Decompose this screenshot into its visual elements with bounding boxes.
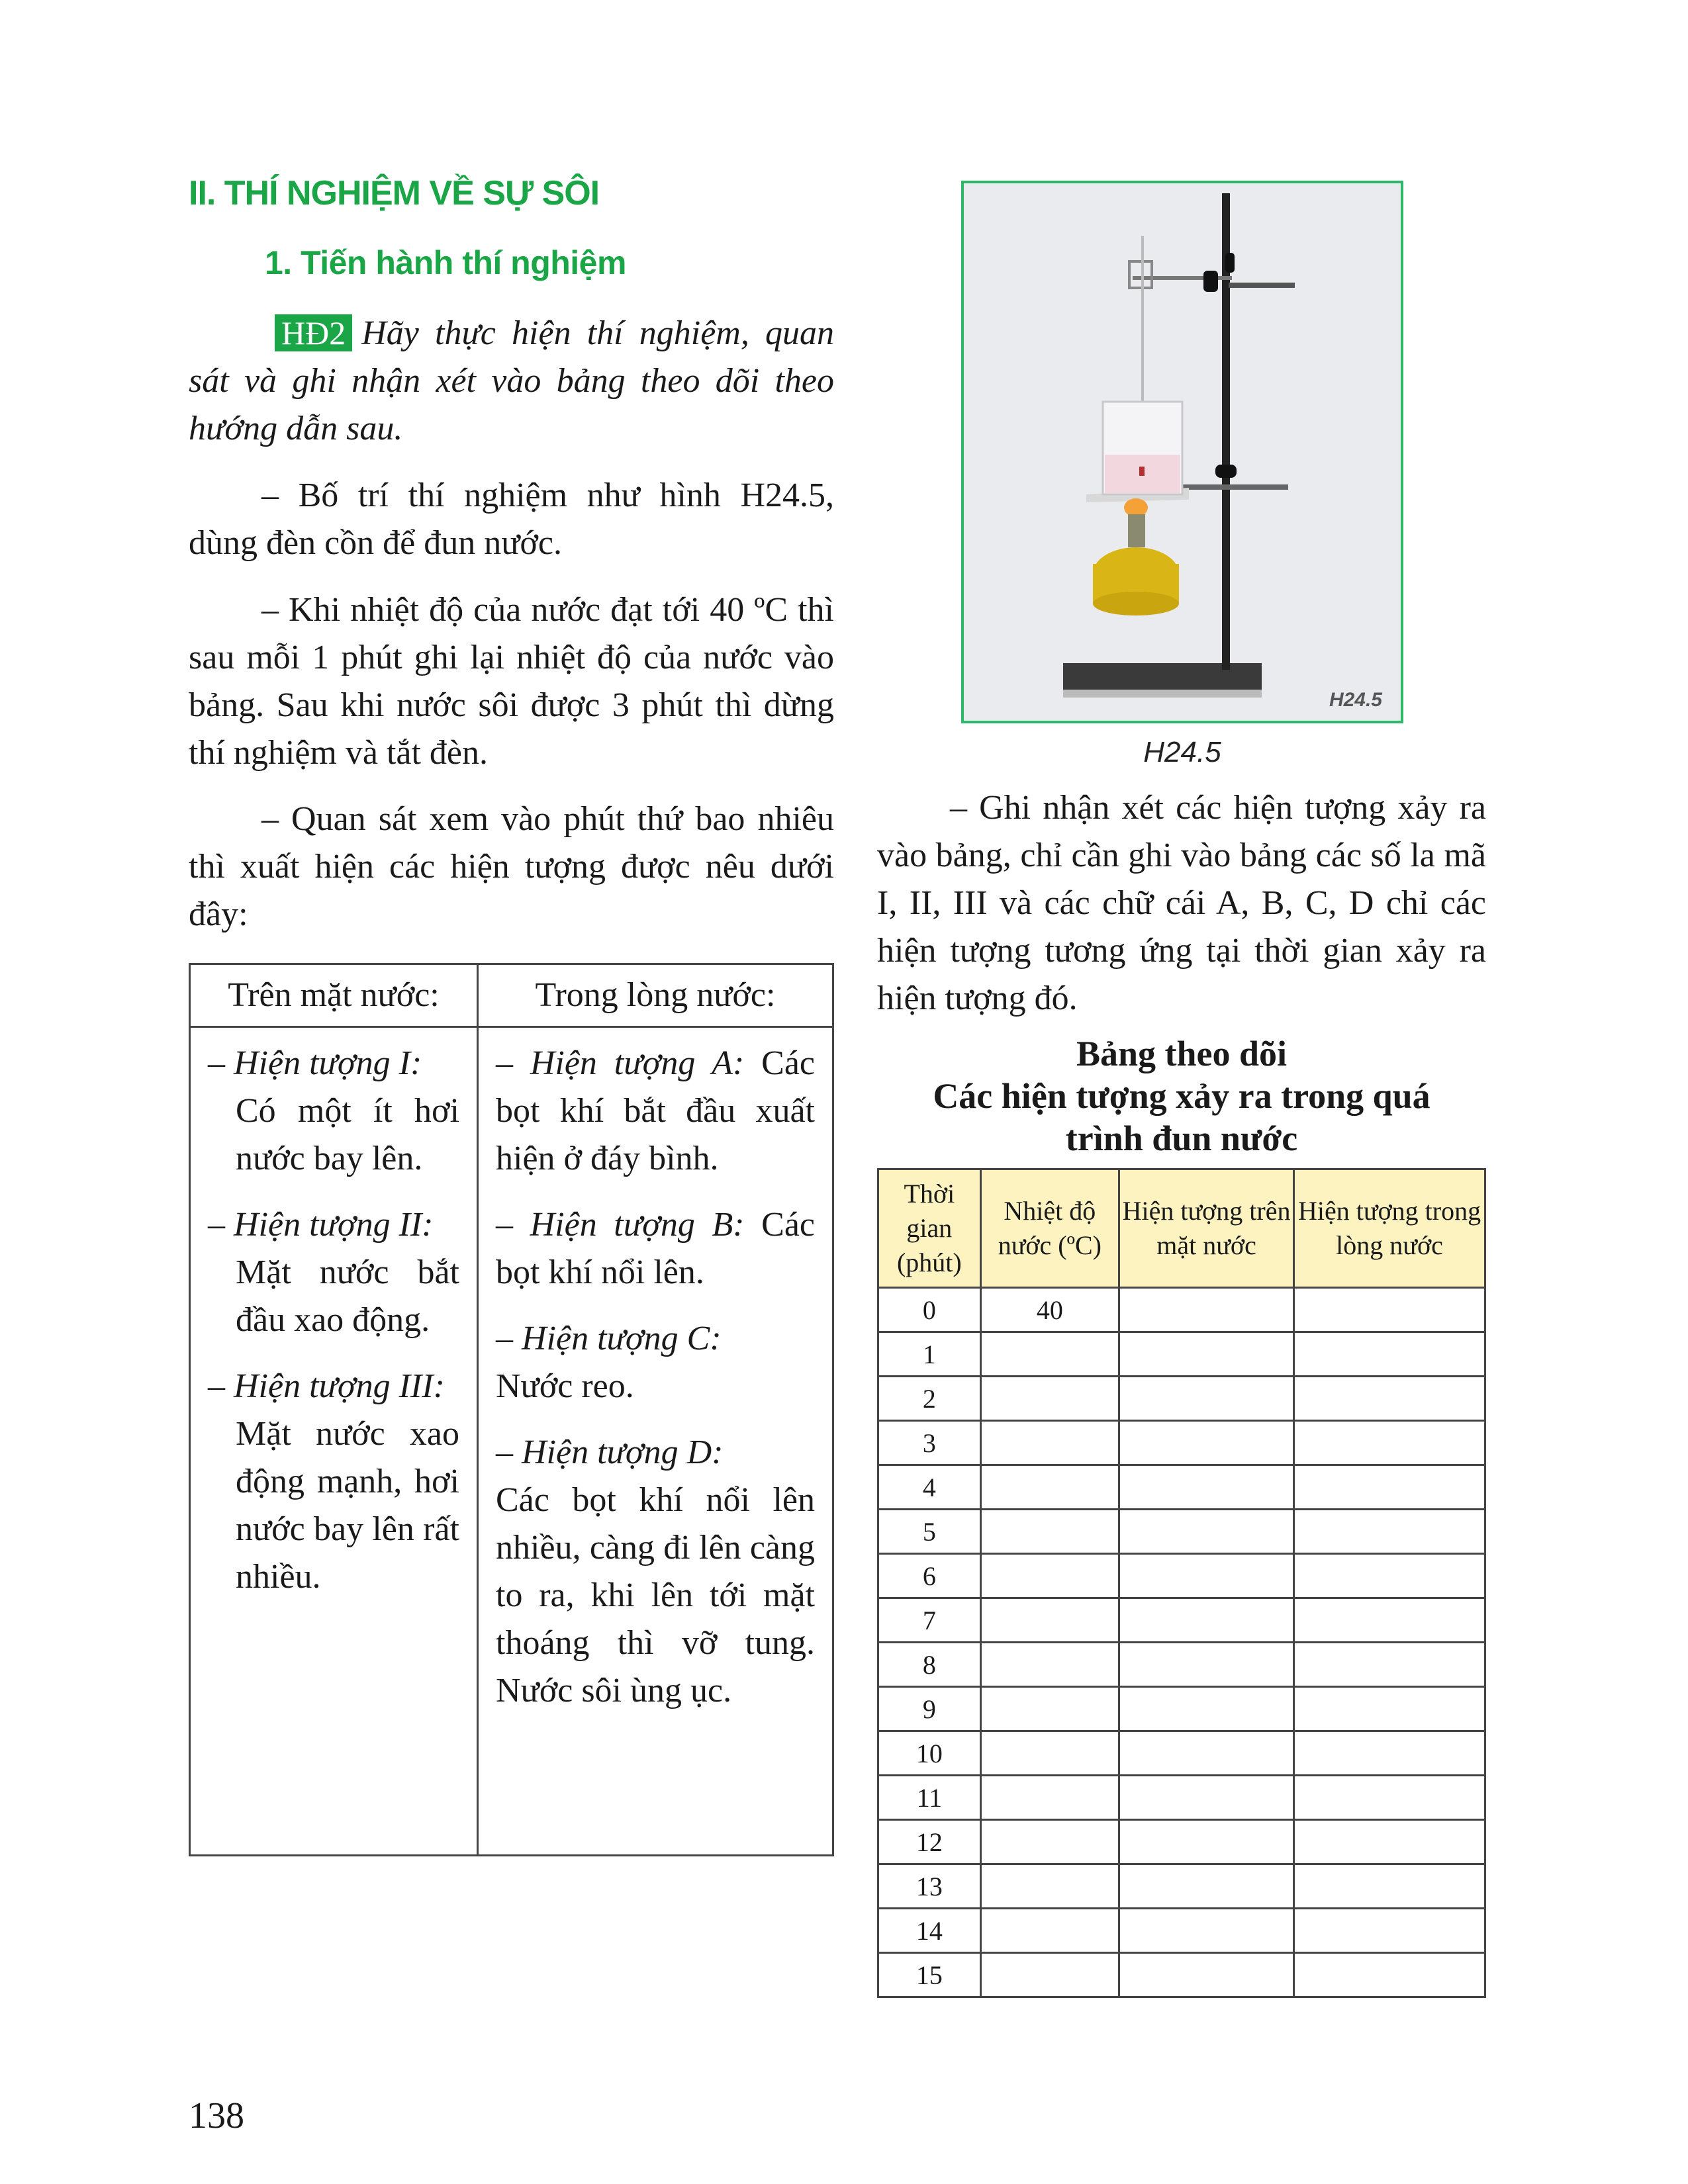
temperature-cell[interactable] [980,1953,1119,1997]
time-cell: 15 [878,1953,981,1997]
surface-cell[interactable] [1119,1731,1294,1776]
table-row [878,1377,1485,1421]
temperature-cell[interactable] [980,1332,1119,1377]
phenomenon-item: – Hiện tượng I: Có một ít hơi nước bay lên. [208,1044,459,1177]
table-row [878,1332,1485,1377]
table-row [878,1953,1485,1997]
step-paragraph: – Ghi nhận xét các hiện tượng xảy ra vào bảng, chỉ cần ghi vào bảng các số la mã I, II, III và các chữ cái A, B, C, D chỉ các hiện tượng tương ứng tại thời gian xảy ra hiện tượng đó. [877,789,1486,1017]
table-row [878,1909,1485,1953]
temperature-cell[interactable] [980,1820,1119,1864]
phenomenon-item: – Hiện tượng B: Các bọt khí nổi lên. [496,1206,815,1291]
surface-cell[interactable] [1119,1687,1294,1731]
time-cell: 11 [878,1776,981,1820]
phenomenon-item: – Hiện tượng II: Mặt nước bắt đầu xao động. [208,1206,459,1339]
figure-caption: H24.5 [1143,736,1221,768]
time-cell: 12 [878,1820,981,1864]
inside-cell[interactable] [1294,1421,1485,1465]
time-cell: 6 [878,1554,981,1598]
surface-column [191,965,479,1854]
temperature-cell[interactable] [980,1687,1119,1731]
inside-header: Trong lòng nước: [479,965,832,1028]
surface-cell[interactable] [1119,1332,1294,1377]
surface-cell[interactable] [1119,1554,1294,1598]
table-row [878,1864,1485,1909]
time-cell: 14 [878,1909,981,1953]
inside-cell[interactable] [1294,1510,1485,1554]
temperature-cell[interactable] [980,1510,1119,1554]
inside-cell[interactable] [1294,1332,1485,1377]
phenomenon-item: – Hiện tượng A: Các bọt khí bắt đầu xuất hiện ở đáy bình. [496,1044,815,1177]
experiment-photo [961,181,1403,723]
inside-cell[interactable] [1294,1288,1485,1332]
time-cell: 3 [878,1421,981,1465]
surface-cell[interactable] [1119,1820,1294,1864]
table-header-row [878,1169,1485,1288]
table-row [878,1687,1485,1731]
time-cell: 13 [878,1864,981,1909]
table-row [878,1465,1485,1510]
inside-cell[interactable] [1294,1598,1485,1643]
table-row [878,1820,1485,1864]
inside-cell[interactable] [1294,1687,1485,1731]
inside-cell[interactable] [1294,1643,1485,1687]
surface-header: Trên mặt nước: [191,965,477,1028]
surface-cell[interactable] [1119,1864,1294,1909]
temperature-cell[interactable]: 40 [980,1288,1119,1332]
column-header-surface: Hiện tượng trên mặt nước [1119,1169,1294,1288]
tracking-table-title: Bảng theo dõi Các hiện tượng xảy ra trong quá trình đun nước [933,1034,1430,1158]
phenomenon-item: – Hiện tượng III: Mặt nước xao động mạnh, hơi nước bay lên rất nhiều. [208,1367,459,1596]
boiling-apparatus-illustration [964,183,1401,721]
column-header-time: Thời gian (phút) [878,1169,981,1288]
time-cell: 5 [878,1510,981,1554]
phenomena-table [189,963,834,1856]
table-row [878,1554,1485,1598]
surface-cell[interactable] [1119,1643,1294,1687]
inside-cell[interactable] [1294,1731,1485,1776]
step-paragraph: – Bố trí thí nghiệm như hình H24.5, dùng đèn cồn để đun nước. [189,477,834,562]
surface-cell[interactable] [1119,1377,1294,1421]
activity-badge: HĐ2 [275,314,352,351]
surface-cell[interactable] [1119,1421,1294,1465]
phenomenon-item: – Hiện tượng D: Các bọt khí nổi lên nhiều, càng đi lên càng to ra, khi lên tới mặt thoáng thì vỡ tung. Nước sôi ùng ục. [496,1433,815,1709]
inside-cell[interactable] [1294,1554,1485,1598]
activity-prompt [189,310,834,453]
temperature-cell[interactable] [980,1731,1119,1776]
subsection-title: 1. Tiến hành thí nghiệm [265,244,626,281]
temperature-cell[interactable] [980,1909,1119,1953]
table-row [878,1776,1485,1820]
inside-cell[interactable] [1294,1820,1485,1864]
time-cell: 9 [878,1687,981,1731]
section-title: II. THÍ NGHIỆM VỀ SỰ SÔI [189,174,600,212]
surface-cell[interactable] [1119,1598,1294,1643]
column-header-inside: Hiện tượng trong lòng nước [1294,1169,1485,1288]
table-row [878,1421,1485,1465]
time-cell: 4 [878,1465,981,1510]
time-cell: 10 [878,1731,981,1776]
surface-cell[interactable] [1119,1465,1294,1510]
table-row [878,1288,1485,1332]
temperature-cell[interactable] [980,1377,1119,1421]
temperature-cell[interactable] [980,1421,1119,1465]
temperature-cell[interactable] [980,1864,1119,1909]
figure-inset-label: H24.5 [1329,689,1382,711]
step-paragraph: – Khi nhiệt độ của nước đạt tới 40 ºC thì sau mỗi 1 phút ghi lại nhiệt độ của nước vào bảng. Sau khi nước sôi được 3 phút thì dừng thí nghiệm và tắt đèn. [189,591,834,772]
inside-cell[interactable] [1294,1377,1485,1421]
temperature-cell[interactable] [980,1598,1119,1643]
temperature-cell[interactable] [980,1554,1119,1598]
step-paragraph: – Quan sát xem vào phút thứ bao nhiêu thì xuất hiện các hiện tượng được nêu dưới đây: [189,800,834,933]
table-row [878,1510,1485,1554]
temperature-cell[interactable] [980,1776,1119,1820]
activity-prompt-text: Hãy thực hiện thí nghiệm, quan sát và ghi nhận xét vào bảng theo dõi theo hướng dẫn sau. [189,314,834,447]
inside-cell[interactable] [1294,1465,1485,1510]
surface-cell[interactable] [1119,1953,1294,1997]
time-cell: 1 [878,1332,981,1377]
inside-column [479,965,832,1854]
surface-cell[interactable] [1119,1909,1294,1953]
tracking-table [877,1168,1486,1998]
temperature-cell[interactable] [980,1643,1119,1687]
surface-cell[interactable] [1119,1776,1294,1820]
table-row [878,1643,1485,1687]
table-row [878,1598,1485,1643]
time-cell: 2 [878,1377,981,1421]
surface-cell[interactable] [1119,1288,1294,1332]
surface-cell[interactable] [1119,1510,1294,1554]
phenomenon-item: – Hiện tượng C: Nước reo. [496,1320,722,1405]
inside-cell[interactable] [1294,1776,1485,1820]
time-cell: 0 [878,1288,981,1332]
column-header-temperature: Nhiệt độ nước (ºC) [980,1169,1119,1288]
temperature-cell[interactable] [980,1465,1119,1510]
inside-cell[interactable] [1294,1953,1485,1997]
page-number: 138 [189,2095,244,2136]
inside-cell[interactable] [1294,1864,1485,1909]
time-cell: 8 [878,1643,981,1687]
table-row [878,1731,1485,1776]
inside-cell[interactable] [1294,1909,1485,1953]
time-cell: 7 [878,1598,981,1643]
